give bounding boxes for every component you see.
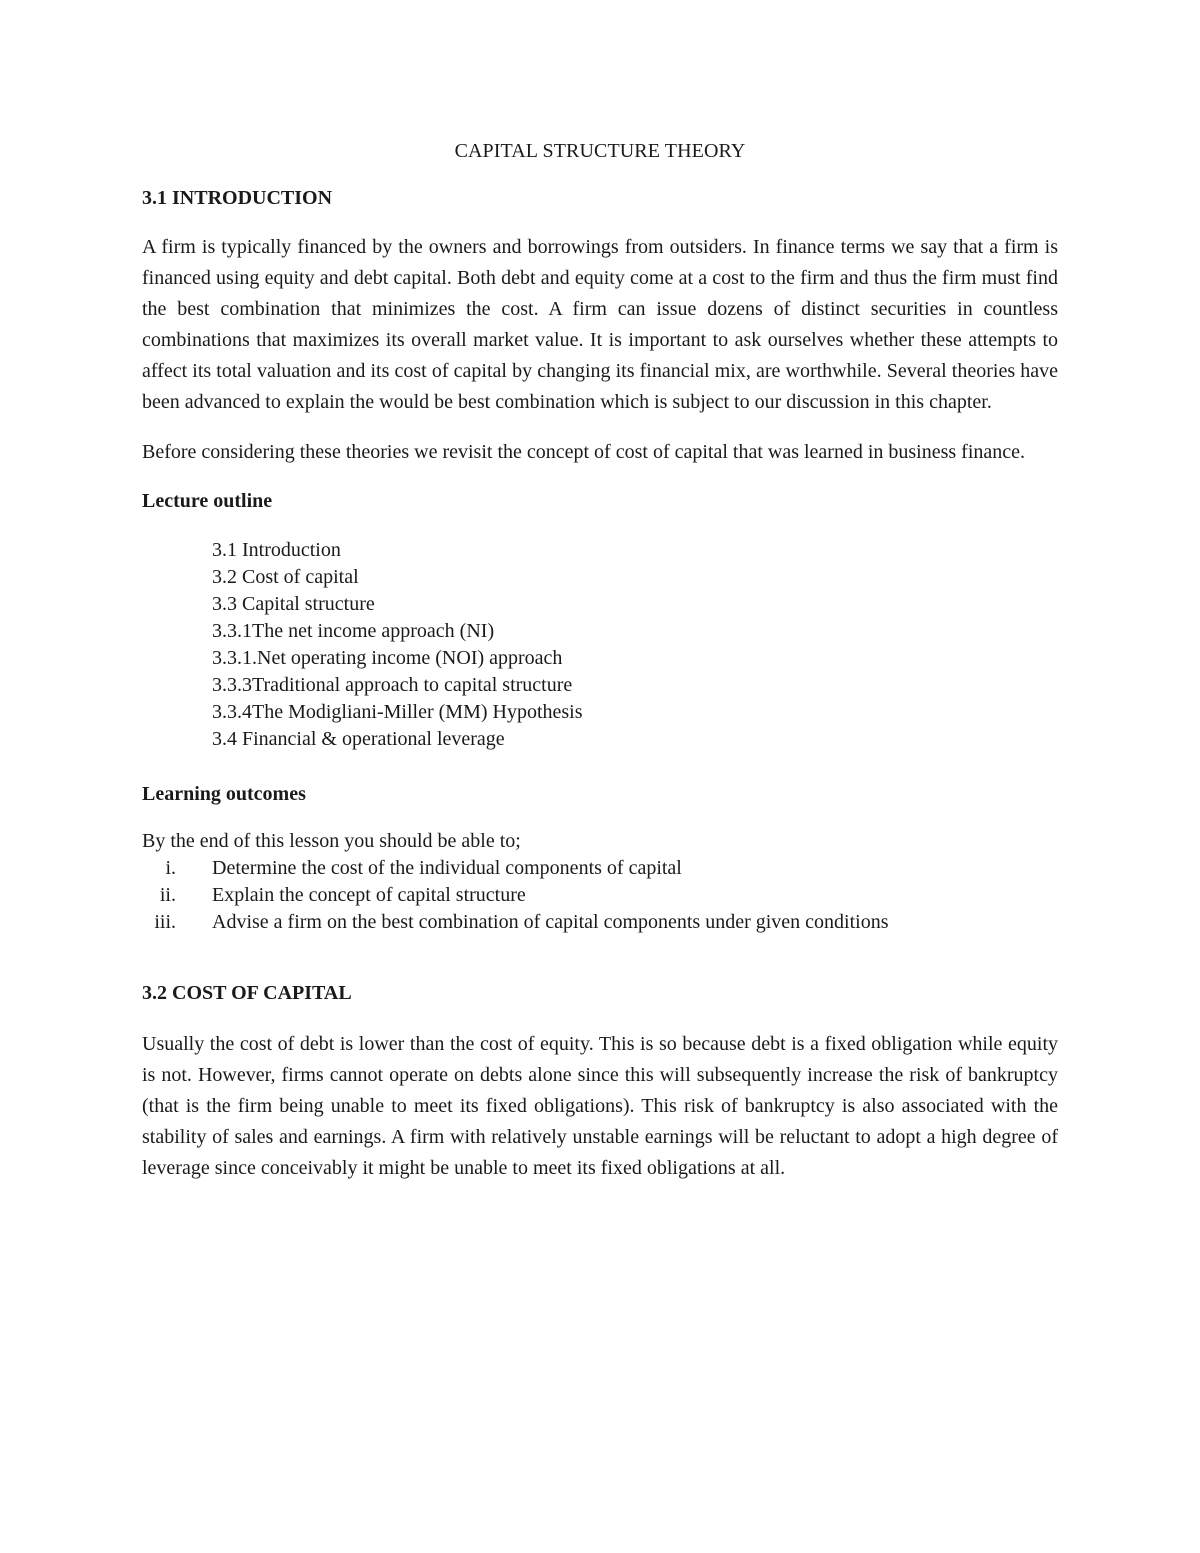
outline-item: 3.1 Introduction: [212, 539, 341, 561]
outline-item: 3.3.1.Net operating income (NOI) approach: [212, 647, 563, 669]
outcome-number: ii.: [159, 884, 176, 906]
outline-heading: Lecture outline: [142, 490, 273, 512]
document-title: CAPITAL STRUCTURE THEORY: [454, 140, 746, 162]
outcome-number: i.: [165, 857, 176, 879]
outline-item: 3.3.1The net income approach (NI): [212, 620, 495, 642]
outline-item: 3.2 Cost of capital: [212, 566, 359, 588]
learning-outcomes-list: [142, 855, 1058, 936]
outcome-item: [142, 909, 1058, 936]
outline-item: 3.3.4The Modigliani-Miller (MM) Hypothesis: [212, 701, 583, 723]
outline-item: 3.4 Financial & operational leverage: [212, 728, 505, 750]
outcome-item: [142, 882, 1058, 909]
outcome-text: Explain the concept of capital structure: [212, 884, 526, 906]
outcome-item: [142, 855, 1058, 882]
outline-item: 3.3.3Traditional approach to capital structure: [212, 674, 573, 696]
outcome-number: iii.: [154, 911, 176, 933]
outcome-text: Advise a firm on the best combination of capital components under given conditions: [212, 911, 889, 933]
lecture-outline-list: [212, 537, 1058, 753]
intro-paragraph-2: Before considering these theories we revisit the concept of cost of capital that was learned in business finance.: [142, 441, 1026, 463]
outcomes-lead: By the end of this lesson you should be able to;: [142, 830, 521, 852]
intro-paragraph-1: A firm is typically financed by the owners and borrowings from outsiders. In finance terms we say that a firm is financed using equity and debt capital. Both debt and equity come at a cost to the firm and thus the firm must find the best combination that minimizes the cost. A firm can issue dozens of distinct securities in countless combinations that maximizes its overall market value. It is important to ask ourselves whether these attempts to affect its total valuation and its cost of capital by changing its financial mix, are worthwhile. Several theories have been advanced to explain the would be best combination which is subject to our discussion in this chapter.: [142, 236, 1058, 413]
outcomes-heading: Learning outcomes: [142, 783, 306, 805]
document-page: [142, 140, 1058, 1203]
outcome-text: Determine the cost of the individual components of capital: [212, 857, 682, 879]
cost-of-capital-paragraph: Usually the cost of debt is lower than the cost of equity. This is so because debt is a fixed obligation while equity is not. However, firms cannot operate on debts alone since this will subsequently increase the risk of bankruptcy (that is the firm being unable to meet its fixed obligations). This risk of bankruptcy is also associated with the stability of sales and earnings. A firm with relatively unstable earnings will be reluctant to adopt a high degree of leverage since conceivably it might be unable to meet its fixed obligations at all.: [142, 1033, 1058, 1179]
section-heading-cost-of-capital: 3.2 COST OF CAPITAL: [142, 982, 352, 1004]
section-heading-introduction: 3.1 INTRODUCTION: [142, 187, 333, 209]
outline-item: 3.3 Capital structure: [212, 593, 375, 615]
